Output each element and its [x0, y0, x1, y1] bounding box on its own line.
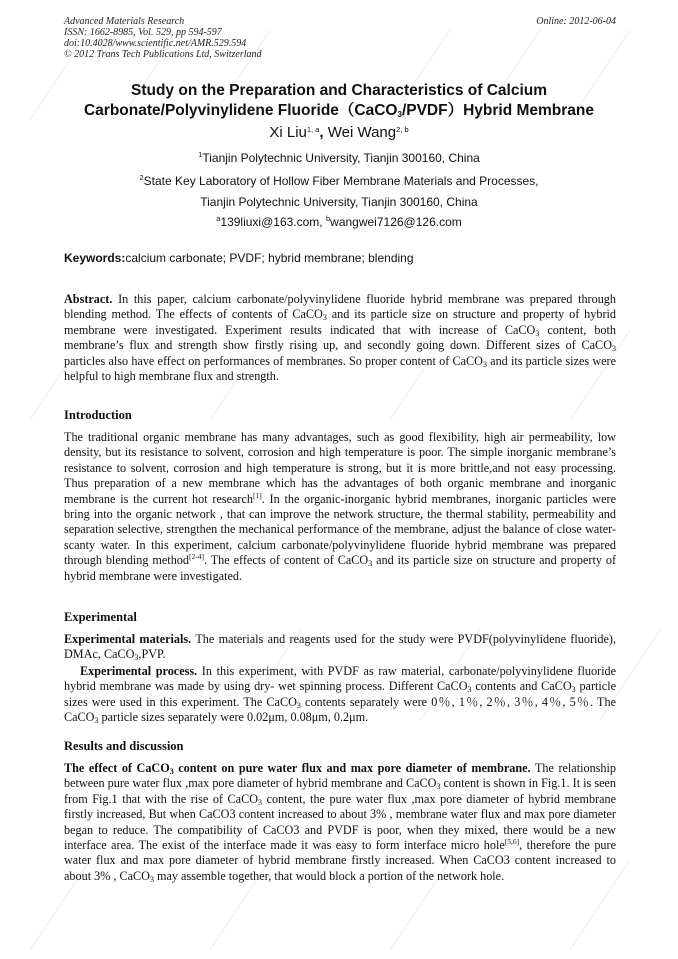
abstract-label: Abstract. — [64, 292, 113, 306]
email-a[interactable]: 139liuxi@163.com, — [220, 215, 326, 229]
aff1-text: Tianjin Polytechnic University, Tianjin 300160, China — [202, 151, 480, 165]
keywords-text: calcium carbonate; PVDF; hybrid membrane; blending — [125, 251, 414, 265]
citation-2[interactable]: [2-4] — [188, 552, 204, 562]
process-label: Experimental process. — [80, 664, 198, 678]
aff2-sup: 2 — [139, 173, 144, 182]
sub-3: 3 — [134, 653, 139, 663]
author-list — [40, 124, 638, 141]
title-subscript: 3 — [397, 110, 402, 119]
sub-3: 3 — [169, 767, 174, 776]
process-text-1: In this experiment, with PVDF as raw material, carbonate/polyvinylidene fluoride hybrid membrane was made by using dry- wet spinning process. Different CaCO — [64, 664, 616, 694]
abstract-text-5: and its particle sizes were helpful to high membrane flux and strength. — [64, 353, 616, 384]
author-emails — [40, 215, 638, 229]
aff2-text: State Key Laboratory of Hollow Fiber Membrane Materials and Processes, — [143, 174, 539, 188]
sub-3: 3 — [436, 782, 441, 792]
sub-3: 3 — [296, 700, 301, 710]
results-body — [64, 761, 616, 884]
keywords — [64, 251, 414, 265]
sub-3: 3 — [149, 874, 154, 884]
affiliation-2 — [40, 174, 638, 188]
sub-3: 3 — [612, 344, 616, 354]
process-text-4: contents separately were 0％, 1％, 2％, 3％, 4％, 5％. The CaCO — [64, 694, 616, 725]
sub-3: 3 — [94, 716, 99, 726]
experimental-materials — [64, 632, 616, 663]
experimental-process — [64, 664, 616, 726]
citation-1[interactable]: [1] — [252, 490, 262, 500]
results-subheading-b: content on pure water flux and max pore diameter of membrane. — [173, 761, 531, 775]
results-text-1: The relationship between pure water flux ,max pore diameter of hybrid membrane and CaCO — [64, 761, 616, 791]
results-subheading — [64, 761, 531, 775]
abstract-text-4: particles also have effect on performances of membranes. So proper content of CaCO — [64, 353, 483, 368]
process-text-5: particle sizes separately were 0.02μm, 0.08μm, 0.2μm. — [98, 710, 369, 725]
abstract-text-1: In this paper, calcium carbonate/polyvinylidene fluoride hybrid membrane was prepared through blending method. The effects of contents of CaCO — [64, 292, 616, 322]
intro-text-3: . The effects of content of CaCO — [203, 553, 369, 568]
sub-3: 3 — [467, 685, 472, 695]
issn-line: ISSN: 1662-8985, Vol. 529, pp 594-597 — [64, 27, 222, 38]
author-2-sup: 2, b — [396, 125, 409, 134]
sub-3: 3 — [482, 359, 487, 369]
abstract-text-2: and its particle size on structure and property of hybrid membrane were investigated. Experiment results indicated that with increase of CaCO — [64, 307, 617, 337]
intro-text-2: . In the organic-inorganic hybrid membranes, inorganic particles were bring into the organic network , that can improve the network structure, the thermal stability, permeability and separation selective, strengthen the mechanical performance of the membrane, adjust the balance of close water-scanty water. In this experiment, calcium carbonate/polyvinylidene fluoride hybrid membrane was prepared through blending method — [64, 491, 616, 568]
affiliation-1 — [40, 151, 638, 165]
sub-3: 3 — [258, 797, 263, 807]
author-1: Xi Liu — [269, 124, 307, 141]
results-text-3: content, the pure water flux ,max pore diameter of hybrid membrane firstly increased, But when CaCO3 content increased to about 3% , membrane water flux and max pore diameter began to reduce. The compatibility of CaCO3 and PVDF is poor, when they mixed, there would be a new interface area. The exist of the interface made it was easy to form interface micro hole — [64, 791, 617, 853]
copyright-line: © 2012 Trans Tech Publications Ltd, Switzerland — [64, 49, 262, 60]
materials-text: The materials and reagents used for the study were PVDF(polyvinylidene fluoride), DMAc, CaCO — [64, 632, 616, 662]
email-a-sup: a — [216, 214, 221, 223]
sub-3: 3 — [322, 313, 327, 323]
abstract — [64, 292, 616, 384]
author-1-sup: 1, a — [306, 125, 320, 134]
experimental-heading: Experimental — [64, 610, 137, 624]
intro-text-1: The traditional organic membrane has many advantages, such as good flexibility, high air permeability, low density, but its resistance to solvent, corrosion and high temperature is poor. The simple inorganic membrane’s resistance to solvent, corrosion and high temperature is strong, but it is more brittle,and not easy processing. Thus preparation of a new membrane which has the advantages of both organic membrane and inorganic membrane is the current hot research — [64, 430, 616, 506]
journal-header — [64, 16, 262, 60]
results-text-2: content is shown in Fig.1. It is seen from Fig.1 that with the rise of CaCO — [64, 776, 616, 806]
title-line-2a: Carbonate/Polyvinylidene Fluoride（CaCO — [83, 102, 398, 119]
sub-3: 3 — [571, 685, 576, 695]
title-line-2 — [40, 101, 638, 121]
author-2: Wei Wang — [327, 124, 397, 141]
materials-text-2: ,PVP. — [138, 647, 166, 662]
email-b[interactable]: wangwei7126@126.com — [330, 215, 462, 229]
keywords-label: Keywords: — [64, 251, 126, 265]
online-date: Online: 2012-06-04 — [536, 16, 616, 27]
sub-3: 3 — [368, 559, 373, 569]
intro-text-4: and its particle size on structure and property of hybrid membrane were investigated. — [64, 553, 617, 583]
citation-3[interactable]: [5,6] — [504, 837, 520, 847]
affiliation-2-line-2: Tianjin Polytechnic University, Tianjin 300160, China — [200, 195, 478, 209]
introduction-body — [64, 430, 616, 584]
title-line-2b: /PVDF）Hybrid Membrane — [401, 102, 595, 119]
title-line-1: Study on the Preparation and Characteristics of Calcium — [130, 82, 547, 99]
aff1-sup: 1 — [198, 150, 203, 159]
process-text-3: particle sizes were used in this experiment. The CaCO — [64, 679, 617, 709]
doi-line: doi:10.4028/www.scientific.net/AMR.529.594 — [64, 38, 247, 49]
introduction-heading: Introduction — [64, 408, 132, 422]
abstract-text-3: content, both membrane’s flux and strength show firstly rising up, and secondly going down. Different sizes of CaCO — [64, 322, 617, 353]
paper-title — [40, 81, 638, 121]
results-subheading-a: The effect of CaCO — [64, 761, 170, 775]
process-text-2: contents and CaCO — [471, 679, 572, 694]
email-b-sup: b — [325, 214, 331, 223]
materials-label: Experimental materials. — [64, 632, 192, 646]
results-heading: Results and discussion — [64, 739, 184, 753]
sub-3: 3 — [535, 328, 540, 338]
results-text-5: may assemble together, that would block a portion of the network hole. — [153, 868, 505, 883]
journal-name: Advanced Materials Research — [64, 16, 185, 27]
results-text-4: , therefore the pure water flux and max pore diameter of hybrid membrane firstly increased. When CaCO3 content increased to about 3% , CaCO — [64, 838, 616, 883]
author-separator: , — [319, 124, 328, 141]
